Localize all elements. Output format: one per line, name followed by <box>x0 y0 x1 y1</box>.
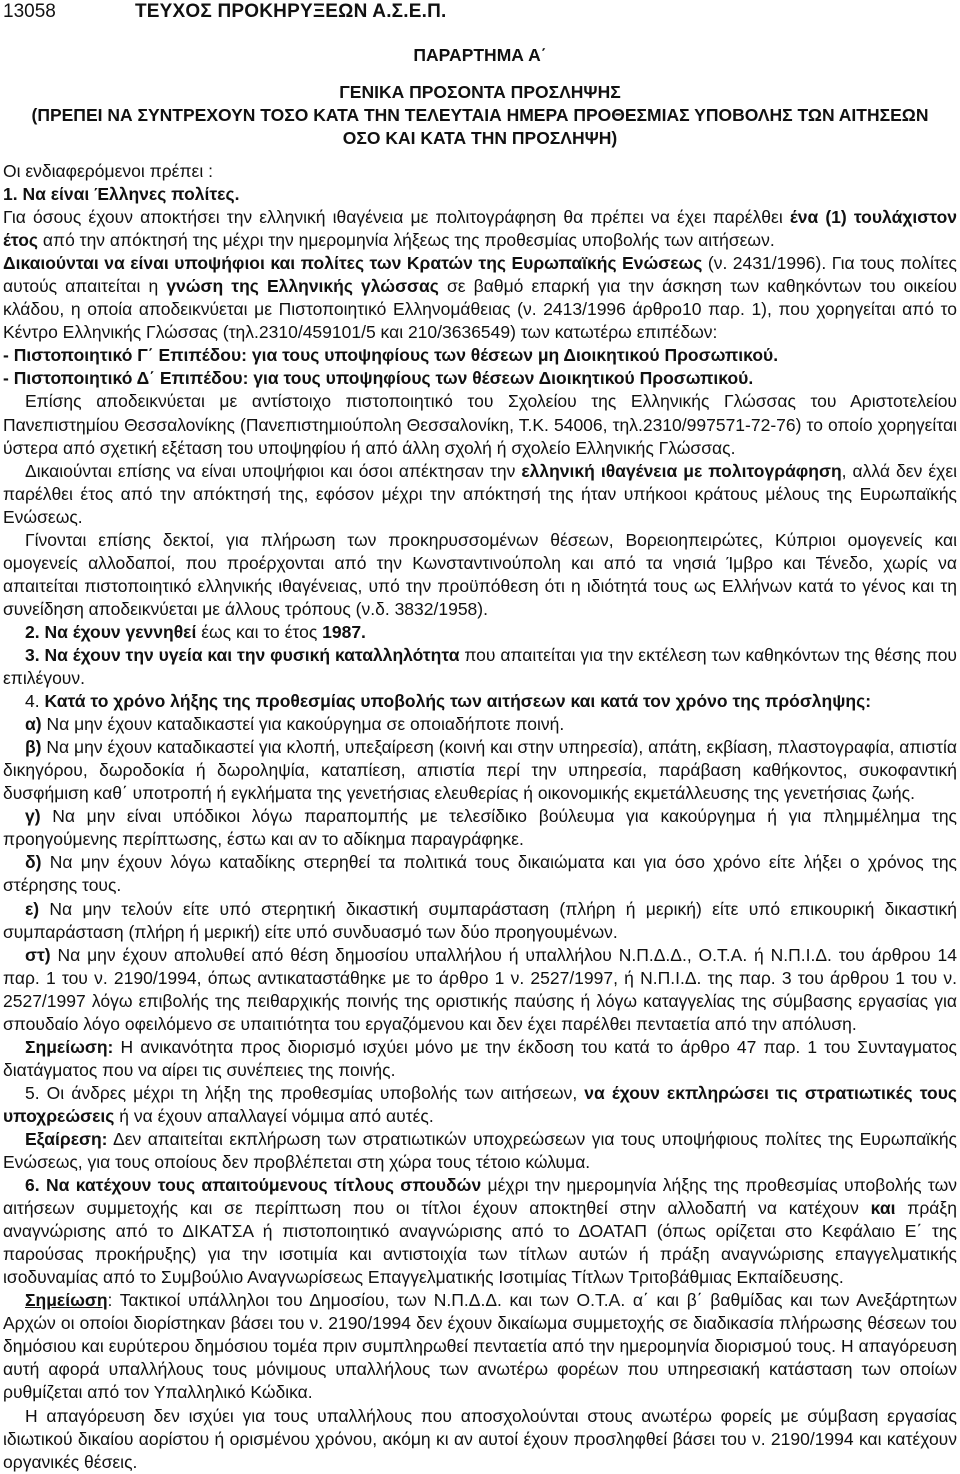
section-1-paragraph-3: Επίσης αποδεικνύεται με αντίστοιχο πιστοποιητικό του Σχολείου της Ελληνικής Γλώσσας του Αριστοτελείου Πανεπιστημίου Θεσσαλονίκης (Πανεπιστημιούπολη Θεσσαλονίκη, Τ.Κ. 54006, τηλ.2310/997571-72-76) το οποίο χορηγείται ύστερα από σχετική εξέταση του υποψηφίου ή από άλλη σχολή ή σχολείο Ελληνικής Γλώσσας. <box>3 391 957 458</box>
section-4-note: Σημείωση: Η ανικανότητα προς διορισμό ισχύει μόνο με την έκδοση του κατά το άρθρο 47 παρ. 1 του Συνταγματος διατάγματος που να αίρει τις συνέπειες της ποινής. <box>3 1036 957 1080</box>
intro-text: Οι ενδιαφερόμενοι πρέπει : <box>3 161 213 181</box>
section-4-item-c: γ) Να μην είναι υπόδικοι λόγω παραπομπής με τελεσίδικο βούλευμα για κακούργημα ή για πλημμέλημα της προηγούμενης περίπτωσης, έστω και αν το αδίκημα παραγράφηκε. <box>3 806 957 850</box>
section-2: 2. Να έχουν γεννηθεί έως και το έτος 1987. <box>25 621 366 642</box>
section-4-item-b: β) Να μην έχουν καταδικαστεί για κλοπή, υπεξαίρεση (κοινή και στην υπηρεσία), απάτη, εκβίαση, πλαστογραφία, απιστία δικηγόρου, δωροδοκία ή δωροληψία, καταπίεση, απιστία περί την υπηρεσία, παράβαση καθήκοντος, συκοφαντική δυσφήμιση καθ΄ υποτροπή ή εγκλήματα της γενετήσιας ελευθερίας ή οικονομικής εκμετάλλευσης της γενετήσιας ζωής. <box>3 737 957 804</box>
section-5: 5. Οι άνδρες μέχρι τη λήξη της προθεσμίας υποβολής των αιτήσεων, να έχουν εκπληρώσει τις στρατιωτικές τους υποχρεώσεις ή να έχουν απαλλαγεί νόμιμα από αυτές. <box>3 1082 957 1126</box>
section-1-paragraph-1: Για όσους έχουν αποκτήσει την ελληνική ιθαγένεια με πολιτογράφηση θα πρέπει να έχει παρέλθει ένα (1) τουλάχιστον έτος από την απόκτησή της μέχρι την ημερομηνία λήξεως της προθεσμίας υποβολής των αιτήσεων. <box>3 207 957 251</box>
section-3: 3. Να έχουν την υγεία και την φυσική καταλληλότητα που απαιτείται για την εκτέλεση των καθηκόντων της θέσης που επιλέγουν. <box>3 644 957 689</box>
document-body <box>3 160 957 1474</box>
annex-note-line2: ΟΣΟ ΚΑΙ ΚΑΤΑ ΤΗΝ ΠΡΟΣΛΗΨΗ) <box>342 128 618 148</box>
page-number: 13058 <box>3 1 56 22</box>
section-6-note: Σημείωση: Τακτικοί υπάλληλοι του Δημοσίου, των Ν.Π.Δ.Δ. και των Ο.Τ.Α. α΄ και β΄ βαθμίδας και των Ανεξάρτητων Αρχών οι οποίοι διορίστηκαν βάσει του ν. 2190/1994 δεν έχουν δικαίωμα συμμετοχής σε διαδικασία πλήρωσης θέσεων του δημόσιου και ευρύτερου δημόσιου τομέα πριν συμπληρωθεί πενταετία από την ημερομηνία διορισμού τους. Η απαγόρευση αυτή αφορά υπαλλήλους τους μόνιμους υπαλλήλους των ανωτέρω φορέων που υπηρεσιακή κατάσταση των οποίων ρυθμίζεται από τον Υπαλληλικό Κώδικα. <box>3 1290 957 1403</box>
annex-note-line1: (ΠΡΕΠΕΙ ΝΑ ΣΥΝΤΡΕΧΟΥΝ ΤΟΣΟ ΚΑΤΑ ΤΗΝ ΤΕΛΕΥΤΑΙΑ ΗΜΕΡΑ ΠΡΟΘΕΣΜΙΑΣ ΥΠΟΒΟΛΗΣ ΤΩΝ ΑΙΤΗΣΕΩΝ <box>31 105 929 125</box>
certificate-level-c: - Πιστοποιητικό Γ΄ Επιπέδου: για τους υποψηφίους των θέσεων μη Διοικητικού Προσωπικού. <box>3 345 779 366</box>
section-1-paragraph-2: Δικαιούνται να είναι υποψήφιοι και πολίτες των Κρατών της Ευρωπαϊκής Ενώσεως (ν. 2431/1996). Για τους πολίτες αυτούς απαιτείται η γνώση της Ελληνικής γλώσσας σε βαθμό επαρκή για την άσκηση των καθηκόντων του οικείου κλάδου, η οποία αποδεικνύεται με Πιστοποιητικό Ελληνομάθειας (ν. 2413/1996 άρθρο10 παρ. 1), που χορηγείται από το Κέντρο Ελληνικής Γλώσσας (τηλ.2310/459101/5 και 210/3636549) των κατωτέρω επιπέδων: <box>3 253 957 343</box>
section-4-item-e: ε) Να μην τελούν είτε υπό στερητική δικαστική συμπαράσταση (πλήρη ή μερική) είτε υπό επικουρική δικαστική συμπαράσταση (πλήρη ή μερική) είτε υπό συνδυασμό των δύο προηγουμένων. <box>3 898 957 942</box>
section-4-item-f: στ) Να μην έχουν απολυθεί από θέση δημοσίου υπαλλήλου ή υπαλλήλου Ν.Π.Δ.Δ., Ο.Τ.Α. ή Ν.Π.Ι.Δ. του άρθρου 14 παρ. 1 του ν. 2190/1994, όπως αντικαταστάθηκε με το άρθρο 1 ν. 2527/1997, ή Ν.Π.Ι.Δ. της παρ. 3 του άρθρου 1 του ν. 2527/1997 λόγω επιβολής της πειθαρχικής ποινής της οριστικής παύσης ή λόγω καταγγελίας της σύμβασης εργασίας για σπουδαίο λόγο οφειλόμενο σε υπαιτιότητα του εργαζόμενου και δεν έχει παρέλθει πενταετία από την απόλυση. <box>3 944 957 1034</box>
section-5-exception: Εξαίρεση: Δεν απαιτείται εκπλήρωση των στρατιωτικών υποχρεώσεων για τους υποψήφιους πολίτες της Ευρωπαϊκής Ενώσεως, για τους οποίους δεν προβλέπεται στη χώρα τους τέτοιο κώλυμα. <box>3 1128 957 1173</box>
section-6-final-paragraph: Η απαγόρευση δεν ισχύει για τους υπαλλήλους που αποσχολούνται στους ανωτέρω φορείς με σύμβαση εργασίας ιδιωτικού δικαίου αορίστου ή ορισμένου χρόνου, ακόμη κι αν αυτοί έχουν προσληφθεί βάσει του ν. 2190/1994 και κατέχουν οργανικές θέσεις. <box>3 1405 957 1472</box>
annex-subtitle: ΓΕΝΙΚΑ ΠΡΟΣΟΝΤΑ ΠΡΟΣΛΗΨΗΣ <box>339 82 621 102</box>
section-1-heading: 1. Να είναι Έλληνες πολίτες. <box>3 184 240 205</box>
section-6: 6. Να κατέχουν τους απαιτούμενους τίτλους σπουδών μέχρι την ημερομηνία λήξης της προθεσμίας υποβολής των αιτήσεων συμμετοχής και σε περίπτωση που οι τίτλοι έχουν αποκτηθεί στην αλλοδαπή να κατέχουν και πράξη αναγνώρισης από το ΔΙΚΑΤΣΑ ή πιστοποιητικό αναγνώρισης από το ΔΟΑΤΑΠ (όπως ορίζεται στο Κεφάλαιο Ε΄ της παρούσας προκήρυξης) για την ισοτιμία και αντιστοιχία των τίτλων αυτών ή πράξη αναγνώρισης επαγγελματικής ισοδυναμίας από το Συμβούλιο Αναγνωρίσεως Επαγγελματικής Ισοτιμίας Τίτλων Τριτοβάθμιας Εκπαίδευσης. <box>3 1175 957 1288</box>
annex-title: ΠΑΡΑΡΤΗΜΑ Α΄ <box>413 45 547 65</box>
section-4-heading: 4. Κατά το χρόνο λήξης της προθεσμίας υποβολής των αιτήσεων και κατά τον χρόνο της πρόσληψης: <box>25 691 872 712</box>
section-1-paragraph-5: Γίνονται επίσης δεκτοί, για πλήρωση των προκηρυσσομένων θέσεων, Βορειοηπειρώτες, Κύπριοι ομογενείς και ομογενείς αλλοδαποί, που προέρχονται από την Κωνσταντινούπολη και από τα νησιά Ίμβρο και Τένεδο, χωρίς να απαιτείται πιστοποιητικό ελληνικής ιθαγένειας, υπό την προϋπόθεση ότι η ιδιότητά τους ως Ελλήνων κατά το γένος και τη συνείδηση αποδεικνύεται με άλλους τρόπους (ν.δ. 3832/1958). <box>3 529 957 619</box>
certificate-level-d: - Πιστοποιητικό Δ΄ Επιπέδου: για τους υποψηφίους των θέσεων Διοικητικού Προσωπικού. <box>3 368 754 389</box>
section-4-item-a: α) Να μην έχουν καταδικαστεί για κακούργημα σε οποιαδήποτε ποινή. <box>25 714 565 735</box>
section-4-item-d: δ) Να μην έχουν λόγω καταδίκης στερηθεί τα πολιτικά τους δικαιώματα και για όσο χρόνο είτε λήξει ο χρόνος της στέρησης τους. <box>3 852 957 896</box>
section-1-paragraph-4: Δικαιούνται επίσης να είναι υποψήφιοι και όσοι απέκτησαν την ελληνική ιθαγένεια με πολιτογράφηση, αλλά δεν έχει παρέλθει έτος από την απόκτησή της, εφόσον μέχρι την απόκτησή της ήταν υπήκοοι κράτους μέλους της Ευρωπαϊκής Ενώσεως. <box>3 460 958 527</box>
publication-title: ΤΕΥΧΟΣ ΠΡΟΚΗΡΥΞΕΩΝ Α.Σ.Ε.Π. <box>135 1 447 22</box>
